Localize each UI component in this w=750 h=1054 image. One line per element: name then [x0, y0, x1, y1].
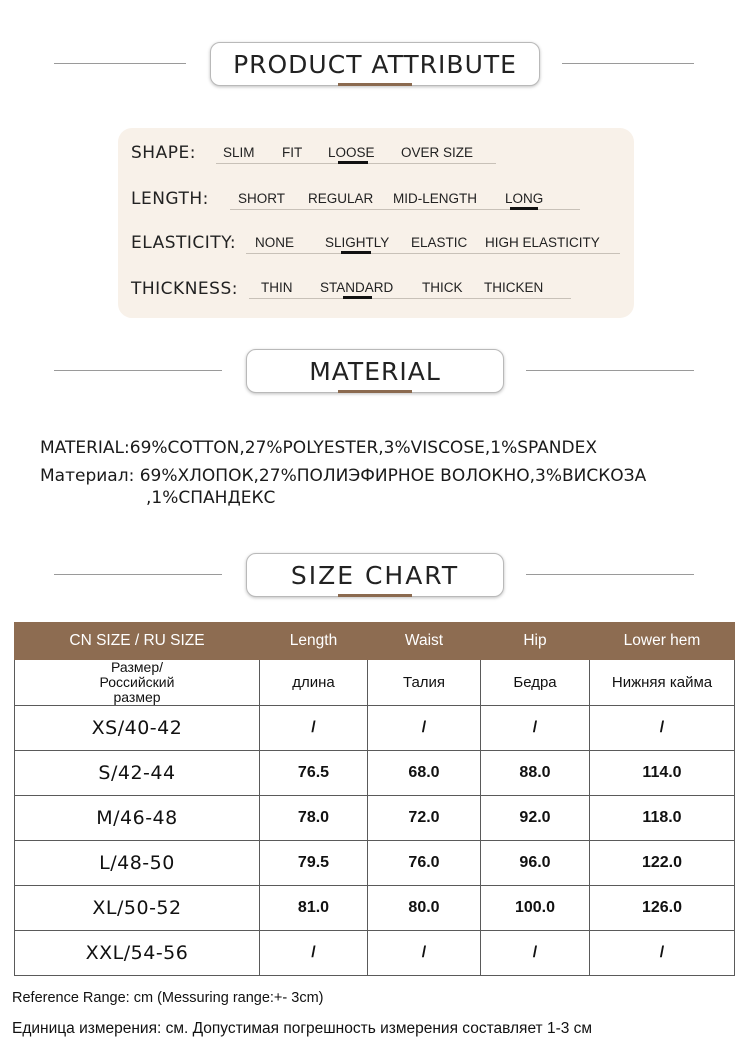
section-title-text: SIZE CHART — [290, 560, 460, 590]
reference-range-ru: Единица измерения: см. Допустимая погрешность измерения составляет 1-3 см — [12, 1020, 593, 1037]
value-cell: 79.5 — [260, 841, 368, 886]
value-cell: 88.0 — [481, 751, 590, 796]
selected-marker — [343, 296, 372, 299]
column-header: Lower hem — [590, 623, 735, 660]
table-row — [15, 841, 735, 886]
header-rule-right — [526, 370, 694, 371]
value-cell: 76.5 — [260, 751, 368, 796]
value-cell: 122.0 — [590, 841, 735, 886]
attr-option: THICKEN — [484, 280, 544, 295]
material-en-label: MATERIAL: — [40, 438, 130, 458]
selected-marker — [510, 207, 538, 210]
attr-label-thickness: THICKNESS: — [131, 279, 238, 299]
value-cell: 78.0 — [260, 796, 368, 841]
table-ru-header-row — [15, 660, 735, 706]
attr-option-selected: STANDARD — [320, 280, 394, 295]
value-cell: 100.0 — [481, 886, 590, 931]
value-cell: / — [590, 931, 735, 976]
attr-option: REGULAR — [308, 191, 374, 206]
value-cell: 114.0 — [590, 751, 735, 796]
header-rule-left — [54, 574, 222, 575]
ru-header-cell: Нижняя кайма — [590, 660, 735, 706]
attr-rule — [249, 298, 571, 299]
attr-option-selected: LONG — [505, 191, 544, 206]
selected-marker — [338, 161, 368, 164]
value-cell: 80.0 — [368, 886, 481, 931]
size-cell: XS/40-42 — [15, 706, 260, 751]
header-rule-left — [54, 370, 222, 371]
size-cell: L/48-50 — [15, 841, 260, 886]
value-cell: / — [260, 931, 368, 976]
attr-option: FIT — [282, 145, 303, 160]
size-cell: S/42-44 — [15, 751, 260, 796]
section-title-size-chart — [246, 553, 504, 597]
attr-option: ELASTIC — [411, 235, 468, 250]
attr-option-selected: SLIGHTLY — [325, 235, 390, 250]
column-header: CN SIZE / RU SIZE — [15, 623, 260, 660]
header-rule-right — [562, 63, 694, 64]
attr-option: SHORT — [238, 191, 286, 206]
value-cell: 92.0 — [481, 796, 590, 841]
header-rule-right — [526, 574, 694, 575]
title-accent-bar — [338, 390, 412, 393]
table-row — [15, 751, 735, 796]
section-title-text: PRODUCT ATTRIBUTE — [233, 49, 517, 79]
table-row — [15, 796, 735, 841]
value-cell: / — [368, 931, 481, 976]
table-header-row — [15, 623, 735, 660]
attr-rule — [246, 253, 620, 254]
table-row — [15, 706, 735, 751]
material-ru-continued: ,1%СПАНДЕКС — [146, 488, 276, 508]
ru-header-cell: длина — [260, 660, 368, 706]
value-cell: 72.0 — [368, 796, 481, 841]
size-cell: M/46-48 — [15, 796, 260, 841]
selected-marker — [341, 251, 371, 254]
value-cell: / — [590, 706, 735, 751]
attr-option: NONE — [255, 235, 295, 250]
value-cell: 96.0 — [481, 841, 590, 886]
title-accent-bar — [338, 594, 412, 597]
value-cell: / — [260, 706, 368, 751]
attr-label-elasticity: ELASTICITY: — [131, 233, 237, 253]
value-cell: 118.0 — [590, 796, 735, 841]
ru-header-cell: Бедра — [481, 660, 590, 706]
size-cell: XL/50-52 — [15, 886, 260, 931]
column-header: Hip — [481, 623, 590, 660]
attr-option: MID-LENGTH — [393, 191, 477, 206]
section-title-material — [246, 349, 504, 393]
title-accent-bar — [338, 83, 412, 86]
value-cell: 68.0 — [368, 751, 481, 796]
value-cell: / — [481, 931, 590, 976]
reference-range-en: Reference Range: cm (Messuring range:+- 3cm) — [12, 990, 324, 1006]
value-cell: 81.0 — [260, 886, 368, 931]
attr-label-length: LENGTH: — [131, 189, 209, 209]
ru-header-cell: Талия — [368, 660, 481, 706]
attr-option: OVER SIZE — [401, 145, 474, 160]
size-cell: XXL/54-56 — [15, 931, 260, 976]
attr-option: HIGH ELASTICITY — [485, 235, 600, 250]
column-header: Waist — [368, 623, 481, 660]
section-title-text: MATERIAL — [309, 356, 441, 386]
value-cell: / — [368, 706, 481, 751]
material-en — [40, 438, 597, 458]
material-ru-label: Материал: — [40, 466, 135, 486]
value-cell: 126.0 — [590, 886, 735, 931]
material-ru — [40, 466, 646, 486]
attr-option-selected: LOOSE — [328, 145, 375, 160]
section-title-product-attribute — [210, 42, 540, 86]
column-header: Length — [260, 623, 368, 660]
table-row — [15, 931, 735, 976]
attr-option: THICK — [422, 280, 463, 295]
attr-option: SLIM — [223, 145, 255, 160]
ru-header-cell: Размер/Российский размер — [15, 660, 260, 706]
material-en-value: 69%COTTON,27%POLYESTER,3%VISCOSE,1%SPANDEX — [129, 438, 597, 458]
material-ru-value: 69%ХЛОПОК,27%ПОЛИЭФИРНОЕ ВОЛОКНО,3%ВИСКОЗА — [139, 466, 647, 486]
header-rule-left — [54, 63, 186, 64]
value-cell: 76.0 — [368, 841, 481, 886]
attr-label-shape: SHAPE: — [131, 143, 196, 163]
value-cell: / — [481, 706, 590, 751]
attr-option: THIN — [261, 280, 293, 295]
size-chart-table — [14, 622, 735, 976]
table-row — [15, 886, 735, 931]
